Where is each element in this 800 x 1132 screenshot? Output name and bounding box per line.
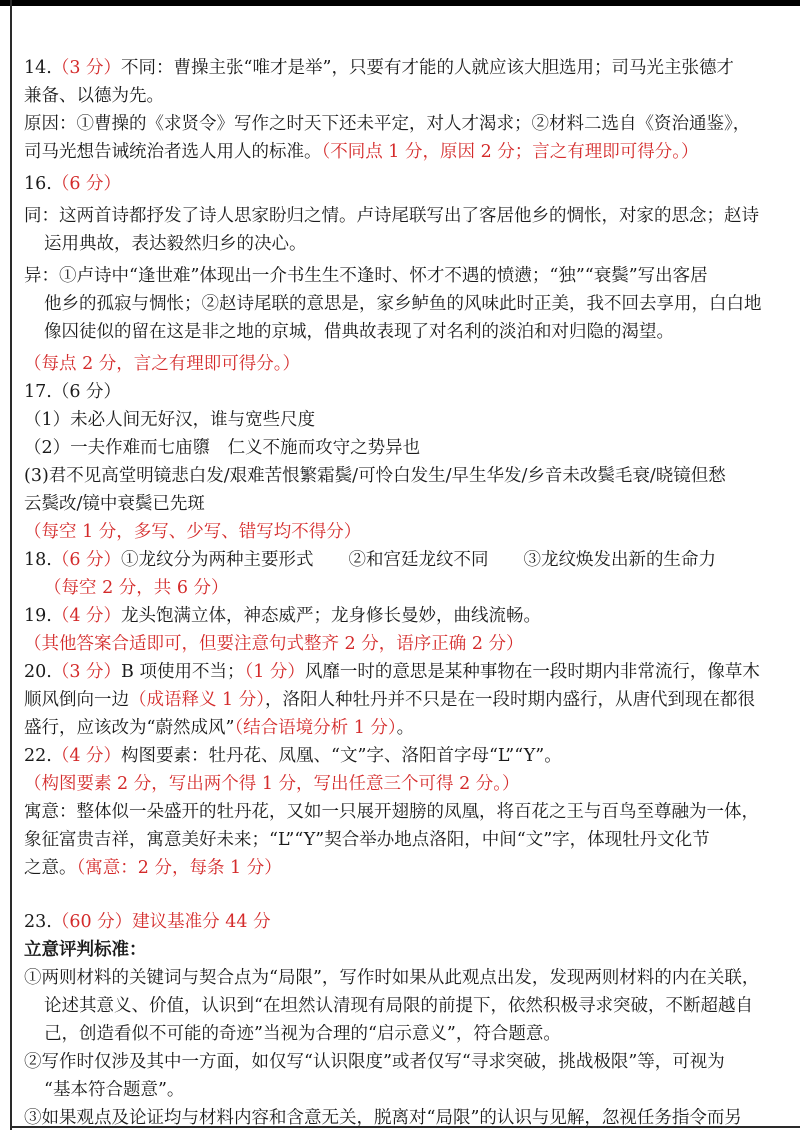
scoring-note: （每空 1 分，多写、少写、错写均不得分） (24, 522, 362, 542)
answer-19: 19.（4 分）龙头饱满立体，神态威严；龙身修长曼妙，曲线流畅。 （其他答案合适即可，但要注意句式整齐 2 分，语序正确 2 分） (24, 602, 784, 658)
score-label: （4 分） (51, 746, 122, 766)
scoring-note: （构图要素 2 分，写出两个得 1 分，写出任意三个可得 2 分。） (24, 774, 520, 794)
score-label: （3 分） (51, 662, 122, 682)
answer-20: 20.（3 分）B 项使用不当；（1 分）风靡一时的意思是某种事物在一段时期内非常流行，像草木 顺风倒向一边（成语释义 1 分），洛阳人种牡丹并不只是在一段时期内盛行，从唐代到现在都很 盛行，应该改为“蔚然成风”（结合语境分析 1 分）。 (24, 662, 760, 738)
scoring-note: （每空 2 分，共 6 分） (44, 578, 229, 598)
scoring-note: （不同点 1 分，原因 2 分；言之有理即可得分。） (321, 142, 699, 162)
answer-17: 17.（6 分） （1）未必人间无好汉，谁与宽些尺度 （2）一夫作难而七庙隳 仁义不施而攻守之势异也 (3)君不见高堂明镜悲白发/艰难苦恨繁霜鬓/可怜白发生/早生华发/乡音未改鬓毛衰/晓镜但愁 云鬓改/镜中衰鬓已先斑 （每空 1 分，多写、少写、错写均不得分） (24, 378, 784, 546)
answer-18: 18.（6 分）①龙纹分为两种主要形式 ②和宫廷龙纹不同 ③龙纹焕发出新的生命力 （每空 2 分，共 6 分） (24, 546, 784, 602)
answer-16: 16.（6 分） 同：这两首诗都抒发了诗人思家盼归之情。卢诗尾联写出了客居他乡的惆怅，对家的思念；赵诗 运用典故，表达毅然归乡的决心。 异：①卢诗中“逢世难”体现出一介书生生不逢时、怀才不遇的愤懑；“独”“衰鬓”写出客居 他乡的孤寂与惆怅；②赵诗尾联的意思是，家乡鲈鱼的风味此时正美，我不回去享用，白白地 像囚徒似的留在这是非之地的京城，借典故表现了对名利的淡泊和对归隐的渴望。 （每点 2 分，言之有理即可得分。） (24, 170, 784, 378)
score-label: （6 分） (51, 550, 122, 570)
answer-22: 22.（4 分）构图要素：牡丹花、凤凰、“文”字、洛阳首字母“L”“Y”。 （构图要素 2 分，写出两个得 1 分，写出任意三个可得 2 分。） 寓意：整体似一朵盛开的牡丹花，又如一只展开翅膀的凤凰，将百花之王与百鸟至尊融为一体， 象征富贵吉祥，寓意美好未来；“L”“Y”契合举办地点洛阳，中间“文”字，体现牡丹文化节 之意。（寓意：2 分，每条 1 分） (24, 742, 784, 882)
score-label: （4 分） (51, 606, 122, 626)
answer-key-page (24, 54, 784, 1132)
answer-14: 14.（3 分）不同：曹操主张“唯才是举”，只要有才能的人就应该大胆选用；司马光主张德才 兼备、以德为先。 原因：①曹操的《求贤令》写作之时天下还未平定，对人才渴求；②材料二选自《资治通鉴》， 司马光想告诫统治者选人用人的标准。（不同点 1 分，原因 2 分；言之有理即可得分。） (24, 58, 751, 162)
criteria-heading: 立意评判标准： (24, 940, 147, 960)
scoring-note: （寓意：2 分，每条 1 分） (76, 858, 282, 878)
score-label: （3 分） (51, 58, 122, 78)
answer-23: 23.（60 分）建议基准分 44 分 立意评判标准： ①两则材料的关键词与契合点为“局限”，写作时如果从此观点出发，发现两则材料的内在关联， 论述其意义、价值，认识到“在坦然认清现有局限的前提下，依然积极寻求突破，不断超越自 己，创造看似不可能的奇迹”当视为合理的“启示意义”，符合题意。 ②写作时仅涉及其中一方面，如仅写“认识限度”或者仅写“寻求突破，挑战极限”等，可视为 “基本符合题意”。 ③如果观点及论证均与材料内容和含意无关，脱离对“局限”的认识与见解，忽视任务指令而另 (24, 908, 784, 1132)
scoring-note: （其他答案合适即可，但要注意句式整齐 2 分，语序正确 2 分） (24, 634, 524, 654)
scoring-note: （每点 2 分，言之有理即可得分。） (24, 354, 301, 374)
score-label: （60 分）建议基准分 44 分 (51, 912, 271, 932)
score-label: （6 分） (51, 174, 122, 194)
top-border (0, 0, 800, 6)
left-margin-rule (10, 0, 12, 1130)
